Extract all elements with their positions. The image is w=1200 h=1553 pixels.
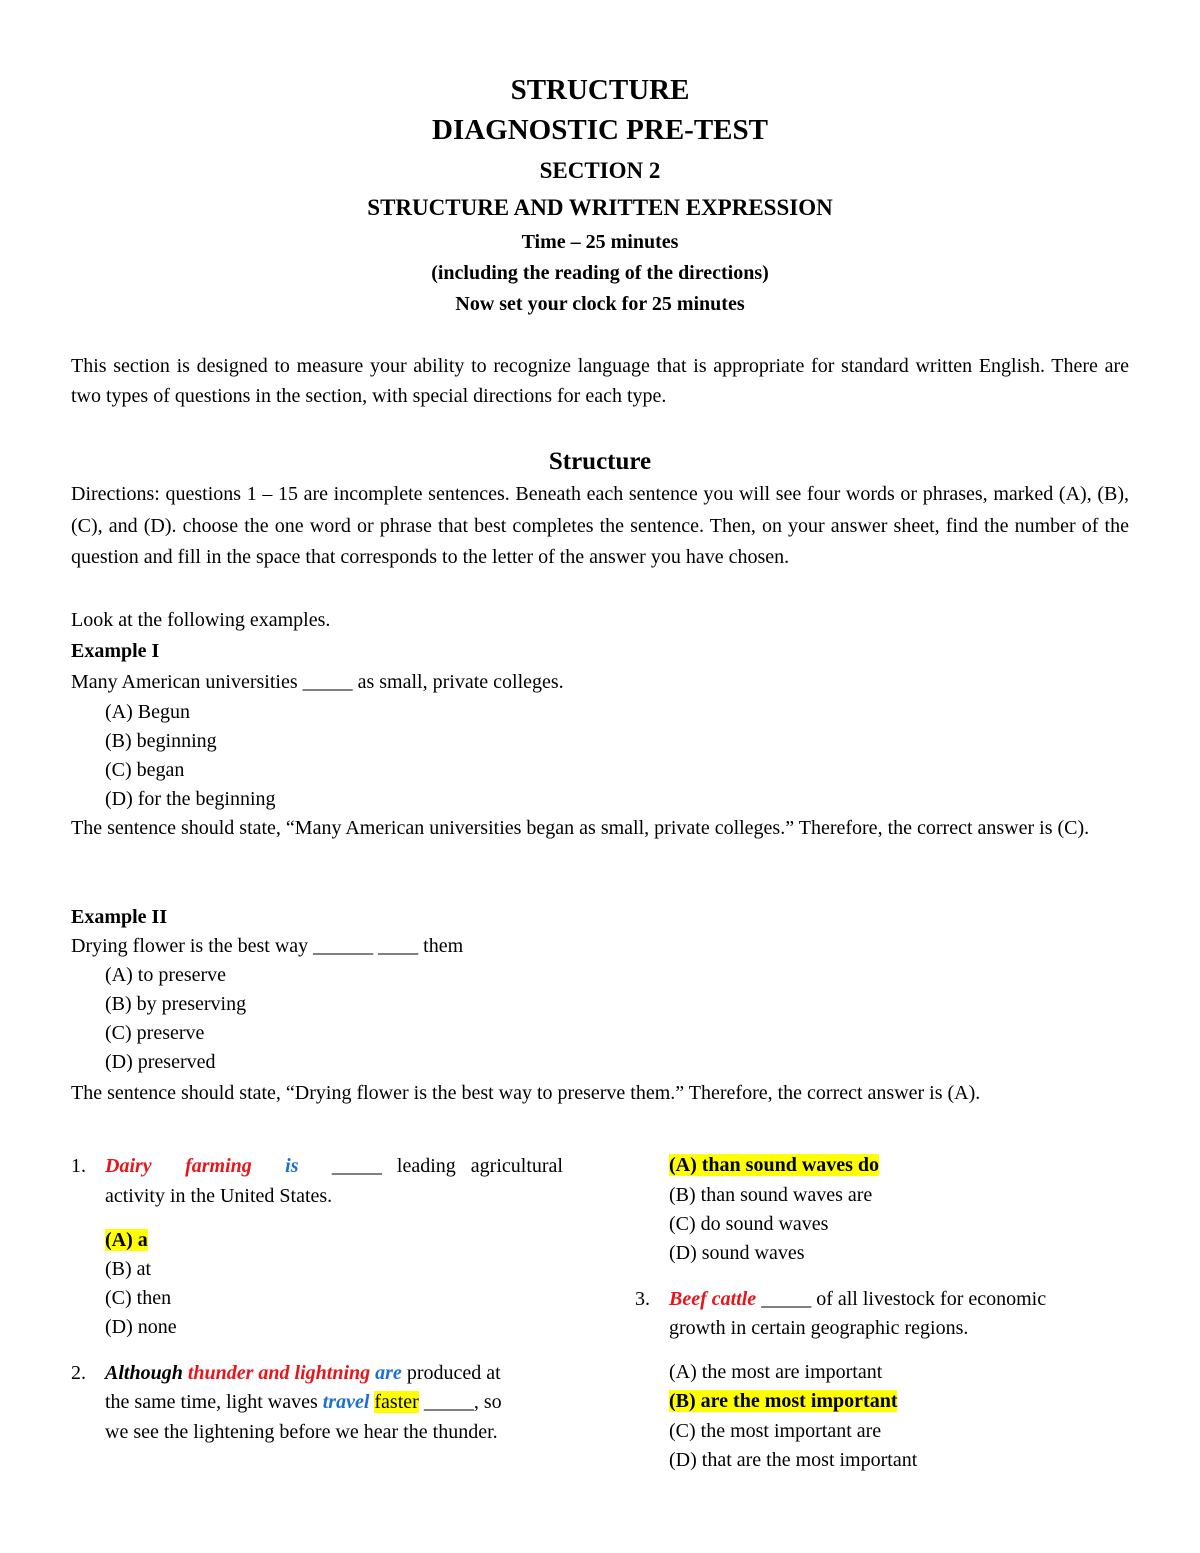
q3-line1 xyxy=(669,1284,1046,1314)
q2-line1 xyxy=(105,1358,501,1388)
q2-keyword-although: Although xyxy=(105,1362,183,1384)
title-structure: STRUCTURE xyxy=(510,74,690,106)
title-diagnostic: DIAGNOSTIC PRE-TEST xyxy=(432,114,768,146)
q2-blank-text: _____, so xyxy=(423,1391,502,1413)
q1-option-a-highlight: (A) a xyxy=(105,1229,148,1251)
q2-number: 2. xyxy=(71,1362,86,1384)
q2-line2-start: the same time, light waves xyxy=(105,1391,318,1413)
q1-option-b[interactable]: (B) at xyxy=(105,1258,152,1280)
q1-keyword-dairy: Dairy xyxy=(105,1155,152,1177)
q2-keyword-are: are xyxy=(375,1362,402,1384)
title-section: SECTION 2 xyxy=(539,158,661,183)
example1-option-b: (B) beginning xyxy=(105,730,217,752)
q1-option-a[interactable] xyxy=(105,1226,148,1256)
example2-label: Example II xyxy=(71,906,168,928)
q2-line1-rest: produced at xyxy=(406,1362,501,1384)
example1-sentence: Many American universities _____ as small, private colleges. xyxy=(71,671,564,693)
q2-keyword-thunder: thunder and lightning xyxy=(187,1362,371,1384)
q3-line1-rest: _____ of all livestock for economic xyxy=(761,1288,1047,1310)
q3-option-c[interactable]: (C) the most important are xyxy=(669,1420,882,1442)
q3-number: 3. xyxy=(635,1288,650,1310)
time-limit: Time – 25 minutes xyxy=(521,231,679,253)
q3-keyword-beef-cattle: Beef cattle xyxy=(669,1288,757,1310)
q1-line2: activity in the United States. xyxy=(105,1185,333,1207)
q1-keyword-farming: farming xyxy=(185,1155,252,1177)
look-examples: Look at the following examples. xyxy=(71,609,331,631)
q2-option-a-highlight: (A) than sound waves do xyxy=(669,1154,880,1176)
clock-note: Now set your clock for 25 minutes xyxy=(455,293,745,315)
q2-keyword-travel: travel xyxy=(322,1391,370,1413)
example1-explanation: The sentence should state, “Many American universities began as small, private colleges.” Therefore, the correct answer is (C). xyxy=(71,817,1090,839)
example1-option-d: (D) for the beginning xyxy=(105,788,276,810)
q2-keyword-faster: faster xyxy=(374,1391,419,1413)
example1-label: Example I xyxy=(71,640,160,662)
q2-line2 xyxy=(105,1387,502,1417)
q3-option-d[interactable]: (D) that are the most important xyxy=(669,1449,918,1471)
q1-line1 xyxy=(105,1151,563,1181)
q3-option-b[interactable] xyxy=(669,1387,897,1417)
example1-option-a: (A) Begun xyxy=(105,701,190,723)
q2-option-c[interactable]: (C) do sound waves xyxy=(669,1213,829,1235)
q3-option-a[interactable]: (A) the most are important xyxy=(669,1361,883,1383)
example2-explanation: The sentence should state, “Drying flower is the best way to preserve them.” Therefore, the correct answer is (A). xyxy=(71,1082,981,1104)
q1-number: 1. xyxy=(71,1155,86,1177)
example2-option-c: (C) preserve xyxy=(105,1022,205,1044)
q1-line1-rest: _____ leading agricultural xyxy=(331,1155,563,1177)
q2-option-d[interactable]: (D) sound waves xyxy=(669,1242,805,1264)
q2-option-a[interactable] xyxy=(669,1151,879,1181)
example2-sentence: Drying flower is the best way ______ ____ them xyxy=(71,935,464,957)
intro-paragraph: This section is designed to measure your ability to recognize language that is appropriate for standard written English. There are two types of questions in the section, with special directions for each type. xyxy=(71,355,1129,407)
title-written-expression: STRUCTURE AND WRITTEN EXPRESSION xyxy=(367,195,833,220)
example1-option-c: (C) began xyxy=(105,759,185,781)
q1-keyword-is: is xyxy=(285,1155,299,1177)
q2-line3: we see the lightening before we hear the thunder. xyxy=(105,1421,498,1443)
example2-option-a: (A) to preserve xyxy=(105,964,227,986)
example2-option-d: (D) preserved xyxy=(105,1051,216,1073)
q2-line2-blank xyxy=(419,1391,502,1413)
q2-option-b[interactable]: (B) than sound waves are xyxy=(669,1184,873,1206)
structure-heading: Structure xyxy=(548,448,652,475)
example2-option-b: (B) by preserving xyxy=(105,993,247,1015)
q1-option-c[interactable]: (C) then xyxy=(105,1287,172,1309)
q3-line2: growth in certain geographic regions. xyxy=(669,1317,969,1339)
q3-option-b-highlight: (B) are the most important xyxy=(669,1390,898,1412)
time-note: (including the reading of the directions) xyxy=(431,262,769,284)
directions-paragraph: Directions: questions 1 – 15 are incomplete sentences. Beneath each sentence you will see four words or phrases, marked (A), (B), (C), and (D). choose the one word or phrase that best completes the sentence. Then, on your answer sheet, find the number of the question and fill in the space that corresponds to the letter of the answer you have chosen. xyxy=(71,483,1129,568)
q1-option-d[interactable]: (D) none xyxy=(105,1316,177,1338)
